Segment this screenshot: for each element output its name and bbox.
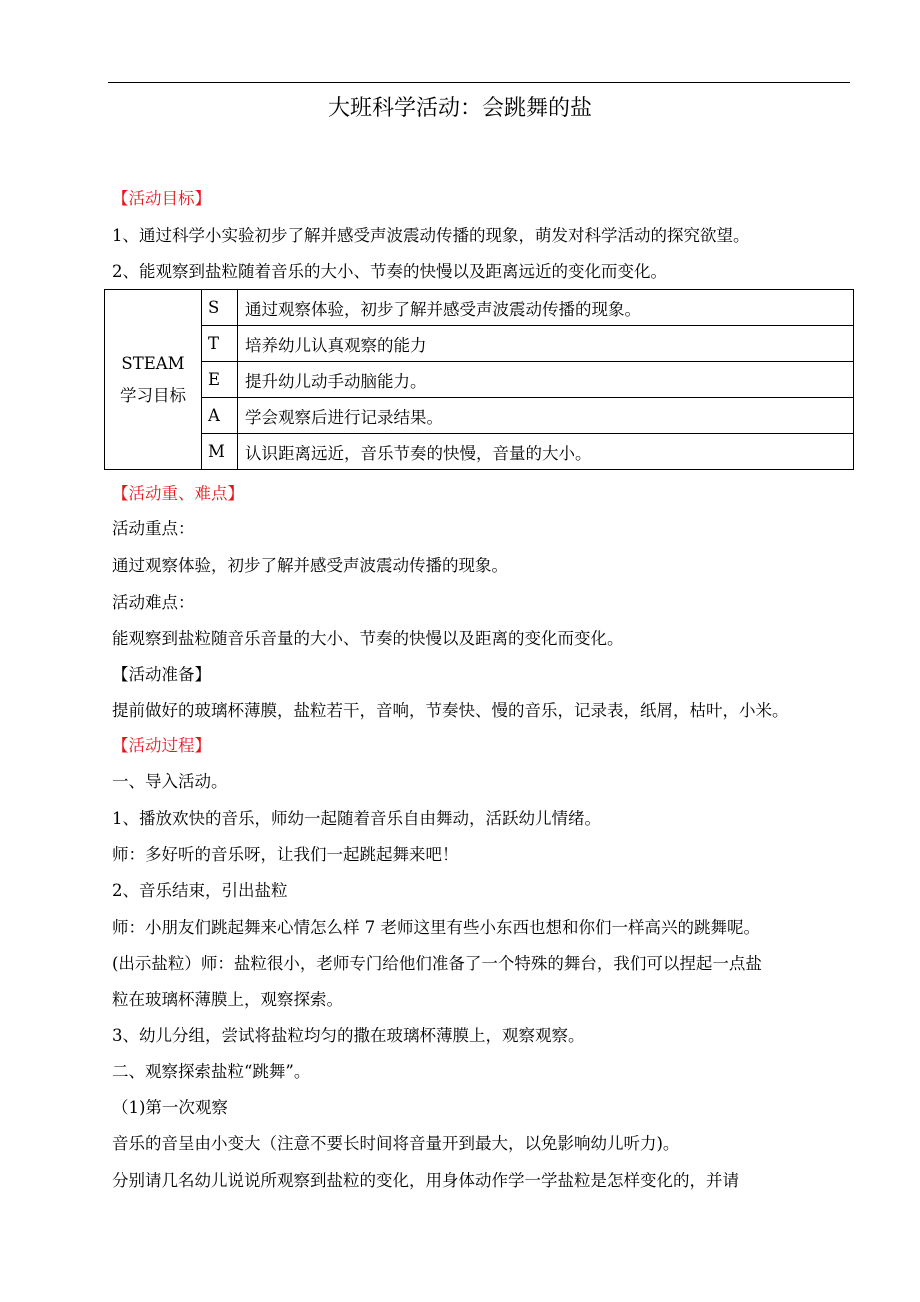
steam-row-t [105, 326, 854, 362]
process-line: 1、播放欢快的音乐，师幼一起随着音乐自由舞动，活跃幼儿情绪。 [112, 809, 601, 828]
steam-label [105, 290, 202, 470]
steam-desc: 提升幼儿动手动脑能力。 [238, 362, 854, 398]
process-line: 3、幼儿分组，尝试将盐粒均匀的撒在玻璃杯薄膜上，观察观察。 [112, 1026, 585, 1045]
focus-text: 通过观察体验，初步了解并感受声波震动传播的现象。 [112, 556, 508, 575]
page-title: 大班科学活动：会跳舞的盐 [327, 96, 592, 121]
steam-row-s [105, 290, 854, 326]
steam-desc: 认识距离远近，音乐节奏的快慢，音量的大小。 [238, 434, 854, 470]
steam-row-e [105, 362, 854, 398]
goals-heading: 【活动目标】 [112, 189, 211, 208]
steam-row-a [105, 398, 854, 434]
goal-item-1: 1、通过科学小实验初步了解并感受声波震动传播的现象，萌发对科学活动的探究欲望。 [112, 226, 750, 245]
header-rule [108, 82, 850, 83]
preparation-heading: 【活动准备】 [112, 665, 211, 684]
steam-label-line2: 学习目标 [120, 385, 186, 405]
preparation-text: 提前做好的玻璃杯薄膜，盐粒若干，音响，节奏快、慢的音乐，记录表，纸屑，枯叶，小米。 [112, 701, 789, 720]
steam-desc: 培养幼儿认真观察的能力 [238, 326, 854, 362]
focus-label: 活动重点： [112, 519, 195, 538]
process-line: 2、音乐结束，引出盐粒 [112, 881, 288, 900]
steam-letter: S [202, 290, 238, 326]
process-heading: 【活动过程】 [112, 736, 211, 755]
steam-letter: E [202, 362, 238, 398]
steam-letter: A [202, 398, 238, 434]
difficulty-label: 活动难点： [112, 593, 195, 612]
steam-desc: 学会观察后进行记录结果。 [238, 398, 854, 434]
process-line: (出示盐粒）师：盐粒很小，老师专门给他们准备了一个特殊的舞台，我们可以捏起一点盐 [112, 954, 762, 973]
process-line: 师：小朋友们跳起舞来心情怎么样 7 老师这里有些小东西也想和你们一样高兴的跳舞呢。 [112, 918, 760, 937]
key-points-heading: 【活动重、难点】 [112, 484, 244, 503]
goal-item-2: 2、能观察到盐粒随着音乐的大小、节奏的快慢以及距离远近的变化而变化。 [112, 262, 667, 281]
steam-row-m [105, 434, 854, 470]
steam-desc: 通过观察体验，初步了解并感受声波震动传播的现象。 [238, 290, 854, 326]
process-line: 粒在玻璃杯薄膜上，观察探索。 [112, 990, 343, 1009]
steam-goals-table [104, 289, 854, 470]
process-line: 一、导入活动。 [112, 772, 228, 791]
process-line: 师：多好听的音乐呀，让我们一起跳起舞来吧！ [112, 845, 459, 864]
process-line: 分别请几名幼儿说说所观察到盐粒的变化，用身体动作学一学盐粒是怎样变化的，并请 [112, 1171, 739, 1190]
process-line: 二、观察探索盐粒“跳舞”。 [112, 1062, 311, 1081]
process-line: 音乐的音呈由小变大（注意不要长时间将音量开到最大，以免影响幼儿听力)。 [112, 1134, 680, 1153]
difficulty-text: 能观察到盐粒随音乐音量的大小、节奏的快慢以及距离的变化而变化。 [112, 629, 624, 648]
steam-letter: T [202, 326, 238, 362]
steam-letter: M [202, 434, 238, 470]
process-line: （1)第一次观察 [112, 1098, 228, 1117]
steam-label-line1: STEAM [121, 353, 185, 373]
